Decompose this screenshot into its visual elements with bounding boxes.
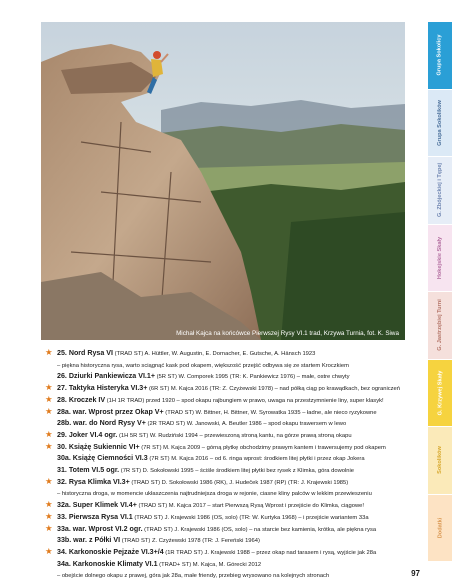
route-name: 33b. war. z Półki VI xyxy=(57,536,121,545)
star-icon: ★ xyxy=(45,382,53,393)
star-icon: ★ xyxy=(45,440,53,451)
route-name: 34. Karkonoskie Pejzaże VI.3+/4 xyxy=(57,547,164,556)
route-note: – spod okapu trawersem w lewo xyxy=(261,421,347,428)
route-entry xyxy=(44,430,416,442)
route-entry xyxy=(44,418,416,430)
sidebar-tab[interactable] xyxy=(428,225,452,292)
star-icon: ★ xyxy=(45,393,53,404)
route-name: 28b. war. do Nord Rysy V+ xyxy=(57,419,146,428)
star-icon: ★ xyxy=(45,522,53,533)
route-detail: (TRAD ST) M. Kajca 2017 xyxy=(136,503,206,510)
route-entry xyxy=(44,348,416,360)
route-note: – przewieszoną stroną kantu, na górze prawą stroną okapu xyxy=(197,432,352,439)
route-note: – piękna historyczna rysa, warto sciągnąć kask pod okapem, większość przejść odbywa się ze startem Kroczkiem xyxy=(57,362,349,369)
route-detail: (7R ST) D. Sokołowski 1995 xyxy=(119,468,194,475)
star-icon: ★ xyxy=(45,499,53,510)
route-name: 30a. Książę Ciemności VI.3 xyxy=(57,454,148,463)
route-name: 29. Joker VI.4 ogr. xyxy=(57,430,118,439)
route-entry xyxy=(44,488,416,500)
route-name: 25. Nord Rysa VI xyxy=(57,349,113,357)
route-detail: (1R TRAD ST) J. Krajewski 1988 xyxy=(163,549,250,556)
route-entry xyxy=(44,512,416,524)
route-entry xyxy=(44,547,416,559)
route-detail: (1H 5R ST) W. Rudziński 1994 xyxy=(117,432,198,439)
route-detail: (7R ST) M. Kajca 2009 xyxy=(139,444,201,451)
route-note: – obejście dolnego okapu z prawej, góra jak 28a, małe friendy, przebieg wrysowano na kolejnych stronach xyxy=(57,573,330,580)
route-note: – historyczna droga, w momencie ukłaszczenia najtrudniejsza droga w rejonie, ciasne kliny palców w lekkim przewieszeniu xyxy=(57,491,372,498)
route-detail: (TRAD ST) A. Hüttler, W. Augustin, E. Dornacher, E. Gutsche, A. Hänsch 1923 xyxy=(113,351,316,357)
route-entry xyxy=(44,465,416,477)
route-name: 34a. Karkonoskie Klimaty VI.1 xyxy=(57,559,158,568)
route-detail: (2R TRAD ST) W. Janowski, A. Beutler 1986 xyxy=(145,421,262,428)
route-detail: (TRAD ST) D. Sokołowski 1986 (RK), J. Hudeček 1987 (RP) (TR: J. Krajewski 1985) xyxy=(129,479,349,486)
route-name: 32a. Super Klimek VI.4+ xyxy=(57,501,137,510)
route-entry xyxy=(44,570,416,582)
route-note: – ściśle środkiem litej płytki bez rysek z Klimka, góra dowolnie xyxy=(193,468,355,475)
sidebar-tab-label: G. Zbójeckiej i Tępej xyxy=(437,163,443,218)
route-name: 28a. war. Wprost przez Okap V+ xyxy=(57,407,164,416)
route-entry xyxy=(44,383,416,395)
sidebar-tab-label: Grupa Sokolicy xyxy=(437,34,444,76)
page-number: 97 xyxy=(411,569,420,578)
star-icon: ★ xyxy=(45,510,53,521)
route-detail: (TRAD ST) W. Bittner, H. Bittner, W. Syrowatka 1935 xyxy=(163,409,301,416)
route-detail: (1H 1R TRAD) przed 1920 xyxy=(105,397,175,404)
sidebar-tab[interactable] xyxy=(428,495,452,562)
route-detail: (TRAD ST) Z. Czyżewski 1978 (TR: J. Fereński 1964) xyxy=(120,538,260,545)
route-detail: (6R ST) M. Kajca 2016 (TR: Z. Czyżewski 1978) xyxy=(147,386,274,393)
route-detail: (TRAD ST) J. Krajewski 1986 (OS, solo) (TR: W. Kurtyka 1968) xyxy=(132,514,297,521)
route-name: 33. Pierwsza Rysa VI.1 xyxy=(57,512,133,521)
route-note: – ładne, ale nieco ryzykowne xyxy=(300,409,377,416)
route-note: – małe, ostre chwyty xyxy=(295,374,350,381)
route-detail: (TRAD ST) J. Krajewski 1986 (OS, solo) xyxy=(142,526,248,533)
route-entry xyxy=(44,477,416,489)
sidebar-tab-label: Dodatki xyxy=(436,517,443,539)
star-icon: ★ xyxy=(45,545,53,556)
climbing-photo xyxy=(41,22,405,340)
route-note: – nad półką ciąg po krawądkach, bez ograniczeń xyxy=(273,386,400,393)
route-note: – spod okapu rajbungiem w prawo, uwaga na przestzymnienie liny, super klasyk! xyxy=(174,397,384,404)
photo-caption: Michał Kajca na końcówce Pierwszej Rysy VI.1 trad, Krzywa Turnia, fot. K. Siwa xyxy=(176,330,399,337)
route-entry xyxy=(44,535,416,547)
route-entry xyxy=(44,559,416,571)
route-entry xyxy=(44,453,416,465)
chapter-sidebar xyxy=(428,22,452,562)
sidebar-tab-label: G. Krzywej Skały xyxy=(437,370,443,416)
sidebar-tab-label: Sokolików xyxy=(437,446,444,475)
route-entry xyxy=(44,442,416,454)
sidebar-tab[interactable] xyxy=(428,427,452,494)
sidebar-tab-label: G. Jastrzębiej Turni xyxy=(437,299,443,351)
route-name: 30. Książę Sukiennic VI+ xyxy=(57,442,140,451)
sidebar-tab-label: Hokejskie Skały xyxy=(437,236,444,279)
star-icon: ★ xyxy=(45,405,53,416)
route-name: 26. Dziurki Pankiewicza VI.1+ xyxy=(57,372,155,381)
sidebar-tab[interactable] xyxy=(428,22,452,89)
route-detail: (TRAD+ ST) M. Kajca, M. Górecki 2012 xyxy=(157,561,262,568)
route-name: 27. Taktyka Histeryka VI.3+ xyxy=(57,384,148,393)
sidebar-tab[interactable] xyxy=(428,360,452,427)
sidebar-tab[interactable] xyxy=(428,157,452,224)
route-note: – od 6. ringa wprost: środkiem litej płytki i przez okap Jokera xyxy=(208,456,365,463)
route-name: 28. Kroczek IV xyxy=(57,395,106,404)
route-list xyxy=(44,348,416,582)
route-name: 32. Rysa Klimka VI.3+ xyxy=(57,477,130,486)
route-note: – i przejście wariantem 33a xyxy=(296,514,369,521)
route-note: – start Pierwszą Rysą Wprost i przejście do Klimka, ciągowe! xyxy=(205,503,364,510)
star-icon: ★ xyxy=(45,428,53,439)
route-note: – górną płytkę obchodzimy prawym kantem i trawersujemy pod okapem xyxy=(200,444,386,451)
route-entry xyxy=(44,371,416,383)
route-entry xyxy=(44,395,416,407)
star-icon: ★ xyxy=(45,347,53,357)
route-detail: (5R ST) W. Comporek 1995 (TR: K. Pankiewicz 1976) xyxy=(154,374,296,381)
cover-photo xyxy=(41,22,405,340)
sidebar-tab[interactable] xyxy=(428,90,452,157)
route-entry xyxy=(44,500,416,512)
route-entry xyxy=(44,360,416,372)
route-detail: (7R ST) M. Kajca 2016 xyxy=(147,456,209,463)
sidebar-tab[interactable] xyxy=(428,292,452,359)
sidebar-tab-label: Grupa Sokolików xyxy=(437,99,444,146)
route-entry xyxy=(44,524,416,536)
route-name: 33a. war. Wprost VI.2 ogr. xyxy=(57,524,143,533)
route-entry xyxy=(44,407,416,419)
route-name: 31. Totem VI.5 ogr. xyxy=(57,466,120,475)
star-icon: ★ xyxy=(45,475,53,486)
route-note: – na starcie bez kamienia, krótka, ale piękna rysa xyxy=(247,526,377,533)
route-note: – przez okap nad tarasem i rysą, wyjście jak 28a xyxy=(249,549,377,556)
